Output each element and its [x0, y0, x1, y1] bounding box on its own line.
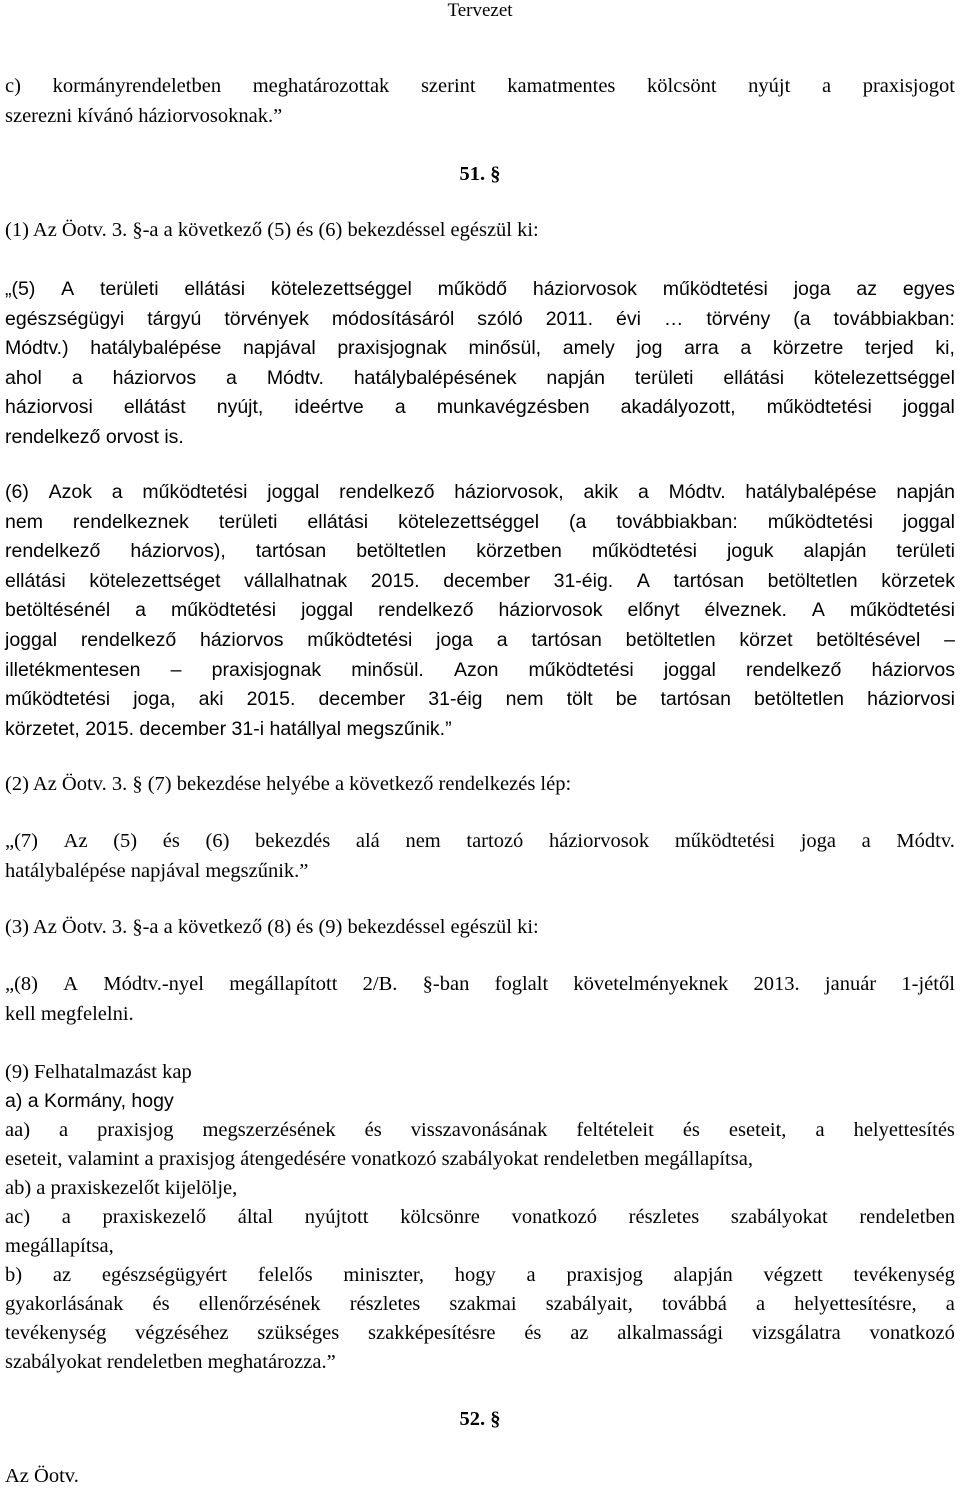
word: hatálybalépése: [90, 337, 222, 360]
word: 2011.: [545, 307, 594, 330]
word: az: [570, 1322, 589, 1344]
word: §-ban: [422, 973, 470, 995]
word: joggal: [5, 628, 58, 651]
word: tevékenység: [5, 1322, 107, 1344]
word: napján: [546, 366, 605, 389]
word: a: [861, 830, 871, 852]
page-header: Tervezet: [447, 0, 513, 21]
paragraph-2: [5, 770, 955, 800]
text-line: [5, 596, 955, 626]
word: háziorvosi: [867, 688, 955, 711]
word: kötelezettséggel: [398, 510, 540, 533]
word: (6): [205, 830, 230, 852]
word: betöltésénél: [5, 599, 111, 622]
word: Az: [63, 830, 88, 852]
word: feltételeit: [576, 1119, 654, 1141]
text-line: [5, 1290, 955, 1319]
word: (6): [5, 481, 29, 503]
text-line: [5, 1203, 955, 1232]
text-line: körzetet, 2015. december 31-i hatállyal megszűnik.”: [5, 717, 452, 740]
text-line: ab) a praxiskezelőt kijelölje,: [5, 1177, 238, 1199]
word: 2013.: [753, 973, 800, 995]
word: 1-jétől: [901, 973, 955, 995]
paragraph-6: [5, 478, 955, 744]
word: „(5): [5, 278, 36, 300]
word: továbbiakban:: [833, 307, 955, 330]
word: „(8): [5, 973, 39, 995]
word: szakképesítésre: [368, 1322, 496, 1344]
paragraph-5: [5, 275, 955, 453]
word: működtetési: [5, 688, 111, 711]
paragraph-8: [5, 970, 955, 1029]
word: Módtv.: [266, 366, 324, 389]
word: napján: [896, 481, 955, 503]
word: –: [170, 658, 182, 681]
word: továbbá: [661, 1293, 727, 1315]
word: végzett: [763, 1264, 823, 1286]
word: Azok: [48, 481, 92, 503]
word: évi: [616, 307, 641, 330]
word: arra: [684, 337, 719, 360]
word: (a: [569, 510, 587, 533]
word: a: [59, 1119, 69, 1141]
word: területi: [100, 278, 159, 300]
word: visszavonásának: [410, 1119, 548, 1141]
paragraph-9: [5, 1058, 955, 1377]
text-line: [5, 970, 955, 1000]
word: háziorvosok: [498, 599, 603, 622]
word: 31-éig: [428, 688, 483, 711]
word: működtetési: [766, 396, 872, 419]
word: szóló: [477, 307, 523, 330]
word: „(7): [5, 830, 39, 852]
word: a: [496, 628, 508, 651]
word: működtetési: [662, 278, 768, 300]
word: területi: [218, 510, 278, 533]
word: működő: [437, 278, 508, 300]
word: A: [811, 599, 825, 622]
word: tartozó: [466, 830, 524, 852]
word: nyújtott: [304, 1206, 369, 1228]
word: háziorvosok: [548, 830, 650, 852]
text-line: [5, 478, 955, 508]
word: egyes: [902, 278, 955, 300]
word: az: [856, 278, 878, 300]
word: helyettesítés: [853, 1119, 955, 1141]
word: nem: [505, 688, 544, 711]
word: előnyt: [627, 599, 680, 622]
word: részletes: [628, 1206, 700, 1228]
word: területi: [896, 540, 955, 563]
word: jog: [636, 337, 663, 360]
word: vonatkozó: [511, 1206, 597, 1228]
paragraph-7: [5, 827, 955, 886]
word: működtetési: [170, 599, 277, 622]
word: élveznek.: [704, 599, 787, 622]
word: ellátási: [5, 569, 66, 592]
word: területi: [634, 366, 694, 389]
word: tevékenység: [853, 1264, 955, 1286]
word: meghatározottak: [252, 75, 390, 97]
text-line: [5, 1319, 955, 1348]
word: szükséges: [257, 1322, 340, 1344]
word: (a: [793, 307, 811, 330]
word: végzéséhez: [135, 1322, 229, 1344]
word: és: [524, 1322, 542, 1344]
word: A: [636, 569, 650, 592]
word: 31-éig.: [553, 569, 614, 592]
word: ideértve: [294, 396, 364, 419]
word: helyettesítésre,: [794, 1293, 917, 1315]
text-line: [5, 626, 955, 656]
word: szabályait,: [545, 1293, 633, 1315]
paragraph-last: [5, 1462, 955, 1492]
word: a: [637, 481, 649, 503]
word: körzetre: [772, 337, 844, 360]
word: illetékmentesen: [5, 658, 141, 681]
text-line: [5, 305, 955, 335]
word: rendelkező: [5, 540, 101, 563]
text-line: Az Öotv.: [5, 1465, 79, 1487]
word: praxisjognak: [337, 337, 447, 360]
word: szakmai: [449, 1293, 517, 1315]
word: betöltetlen: [754, 688, 845, 711]
word: ellátási: [307, 510, 369, 533]
word: joguk: [726, 540, 774, 563]
word: minősül.: [351, 658, 424, 681]
word: betöltetlen: [767, 569, 858, 592]
word: ellátási: [723, 366, 785, 389]
word: ellátást: [123, 396, 186, 419]
text-line: [5, 72, 955, 102]
word: háziorvosi: [5, 396, 93, 419]
word: terjed: [864, 337, 914, 360]
word: alapján: [803, 540, 867, 563]
word: törvény: [706, 307, 771, 330]
word: rendelkező: [378, 599, 474, 622]
text-line: [5, 275, 955, 305]
word: háziorvos: [871, 658, 955, 681]
section-52-heading: 52. §: [459, 1408, 501, 1430]
text-line: (2) Az Öotv. 3. § (7) bekezdése helyébe a következő rendelkezés lép:: [5, 773, 572, 795]
text-line: [5, 656, 955, 686]
word: a: [740, 337, 752, 360]
word: rendelkező: [745, 658, 842, 681]
word: minősül,: [468, 337, 542, 360]
text-line: [5, 827, 955, 857]
word: ellátási: [184, 278, 246, 300]
word: tartósan: [660, 688, 731, 711]
word: a: [526, 1264, 536, 1286]
text-line: hatálybalépése napjával megszűnik.”: [5, 859, 309, 882]
word: működtetési: [674, 830, 776, 852]
word: háziorvosok,: [454, 481, 564, 503]
word: a: [756, 1293, 766, 1315]
word: a: [135, 599, 146, 622]
word: nyújt: [748, 75, 791, 97]
text-line: szerezni kívánó háziorvosoknak.”: [5, 104, 283, 127]
text-line: [5, 1116, 955, 1145]
text-line: megállapítsa,: [5, 1235, 114, 1257]
word: háziorvosok: [532, 278, 637, 300]
word: a: [71, 366, 83, 389]
word: aa): [5, 1119, 31, 1141]
text-line: [5, 685, 955, 715]
word: betöltetlen: [625, 628, 716, 651]
paragraph-1: [5, 216, 955, 246]
word: Módtv.): [5, 337, 69, 360]
text-line: (9) Felhatalmazást kap: [5, 1061, 192, 1083]
word: tartósan: [255, 540, 327, 563]
word: követelményeknek: [573, 973, 729, 995]
word: egészségügyért: [101, 1264, 228, 1286]
word: működtetési: [307, 628, 413, 651]
word: nem: [5, 510, 43, 533]
word: alapján: [673, 1264, 733, 1286]
word: 2015.: [370, 569, 420, 592]
word: január: [824, 973, 877, 995]
word: kormányrendeletben: [52, 75, 222, 97]
word: tartósan: [673, 569, 744, 592]
word: A: [61, 278, 75, 300]
word: a: [61, 1206, 71, 1228]
word: praxisjog: [566, 1264, 643, 1286]
word: joggal: [301, 599, 354, 622]
word: körzet: [739, 628, 793, 651]
text-line: [5, 393, 955, 423]
word: kamatmentes: [507, 75, 616, 97]
word: működtetési: [591, 540, 697, 563]
word: módosításáról: [331, 307, 455, 330]
word: aki: [198, 688, 224, 711]
word: Módtv.-nyel: [103, 973, 204, 995]
word: működtetési: [142, 481, 248, 503]
text-line: [5, 567, 955, 597]
word: joga: [793, 278, 831, 300]
text-line: [5, 1261, 955, 1290]
word: az: [52, 1264, 72, 1286]
word: hatálybalépésének: [353, 366, 517, 389]
text-line: (1) Az Öotv. 3. §-a a következő (5) és (6) bekezdéssel egészül ki:: [5, 219, 539, 241]
word: a: [821, 75, 832, 97]
word: kölcsönre: [400, 1206, 480, 1228]
word: joga: [436, 628, 473, 651]
text-line: [5, 508, 955, 538]
word: tölt: [566, 688, 593, 711]
word: praxiskezelő: [102, 1206, 207, 1228]
word: megállapított: [229, 973, 338, 995]
word: vizsgálatra: [751, 1322, 841, 1344]
word: hogy: [454, 1264, 496, 1286]
word: napjával: [243, 337, 316, 360]
word: praxisjognak: [211, 658, 322, 681]
word: rendelkező: [80, 628, 177, 651]
section-51-heading: 51. §: [459, 163, 501, 185]
word: felelős: [257, 1264, 313, 1286]
word: rendeletben: [859, 1206, 955, 1228]
word: háziorvos: [112, 366, 197, 389]
word: –: [944, 628, 955, 651]
word: és: [162, 830, 180, 852]
paragraph-c: [5, 72, 955, 131]
word: amely: [562, 337, 615, 360]
word: foglalt: [494, 973, 549, 995]
word: december: [443, 569, 530, 592]
word: a: [226, 366, 237, 389]
word: törvények: [224, 307, 309, 330]
word: részletes: [349, 1293, 421, 1315]
word: vállalhatnak: [244, 569, 348, 592]
word: hatálybalépése: [745, 481, 877, 503]
word: szabályokat: [730, 1206, 828, 1228]
text-line: [5, 364, 955, 394]
word: kötelezettséget: [89, 569, 221, 592]
word: nem: [405, 830, 441, 852]
word: és: [364, 1119, 382, 1141]
word: a: [815, 1119, 825, 1141]
text-line: szabályokat rendeletben meghatározza.”: [5, 1351, 336, 1373]
word: a: [394, 396, 406, 419]
word: működtetési: [528, 658, 634, 681]
word: praxisjogot: [862, 75, 955, 97]
word: körzetek: [881, 569, 955, 592]
text-line: [5, 334, 955, 364]
word: által: [237, 1206, 274, 1228]
word: Azon: [453, 658, 499, 681]
word: egészségügyi: [5, 307, 125, 330]
word: praxisjog: [97, 1119, 174, 1141]
word: a: [111, 481, 123, 503]
word: joggal: [902, 396, 955, 419]
word: A: [63, 973, 79, 995]
word: joggal: [663, 658, 716, 681]
word: szerint: [420, 75, 476, 97]
word: tartósan: [531, 628, 602, 651]
word: alkalmassági: [617, 1322, 724, 1344]
word: b): [5, 1264, 23, 1286]
word: eseteit,: [728, 1119, 787, 1141]
word: joga: [800, 830, 836, 852]
word: ahol: [5, 366, 42, 389]
word: joggal: [902, 510, 955, 533]
word: (5): [113, 830, 138, 852]
word: kölcsönt: [647, 75, 717, 97]
text-line: a) a Kormány, hogy: [5, 1090, 174, 1112]
word: ki,: [935, 337, 955, 360]
word: kötelezettséggel: [270, 278, 412, 300]
word: működtetési: [767, 510, 873, 533]
word: 2/B.: [362, 973, 398, 995]
word: ac): [5, 1206, 31, 1228]
word: joggal: [267, 481, 320, 503]
word: nyújt,: [216, 396, 264, 419]
word: bekezdés: [255, 830, 331, 852]
word: és: [682, 1119, 700, 1141]
word: 2015.: [246, 688, 296, 711]
word: a: [945, 1293, 955, 1315]
word: működtetési: [849, 599, 955, 622]
word: betöltésével: [816, 628, 921, 651]
word: miniszter,: [343, 1264, 424, 1286]
word: háziorvos: [199, 628, 284, 651]
word: c): [5, 75, 21, 97]
text-line: (3) Az Öotv. 3. §-a a következő (8) és (9) bekezdéssel egészül ki:: [5, 916, 539, 938]
word: és: [152, 1293, 170, 1315]
word: december: [318, 688, 406, 711]
word: betöltetlen: [356, 540, 447, 563]
word: akadályozott,: [620, 396, 736, 419]
text-line: eseteit, valamint a praxisjog átengedésére vonatkozó szabályokat rendeletben megállapítsa,: [5, 1148, 753, 1170]
word: továbbiakban:: [616, 510, 738, 533]
word: tárgyú: [147, 307, 202, 330]
word: kötelezettséggel: [814, 366, 955, 389]
word: alá: [355, 830, 380, 852]
word: vonatkozó: [869, 1322, 955, 1344]
word: munkavégzésben: [436, 396, 590, 419]
word: háziorvos),: [130, 540, 226, 563]
word: ellenőrzésének: [198, 1293, 321, 1315]
word: …: [663, 307, 684, 330]
word: Módtv.: [896, 830, 955, 852]
text-line: kell megfelelni.: [5, 1002, 134, 1025]
word: megszerzésének: [202, 1119, 336, 1141]
word: rendelkező: [339, 481, 435, 503]
text-line: rendelkező orvost is.: [5, 425, 184, 448]
word: rendelkeznek: [72, 510, 189, 533]
word: Módtv.: [668, 481, 726, 503]
word: gyakorlásának: [5, 1293, 124, 1315]
word: körzetben: [476, 540, 562, 563]
paragraph-3: [5, 913, 955, 943]
word: joga,: [133, 688, 176, 711]
text-line: [5, 537, 955, 567]
word: be: [615, 688, 638, 711]
word: akik: [583, 481, 619, 503]
